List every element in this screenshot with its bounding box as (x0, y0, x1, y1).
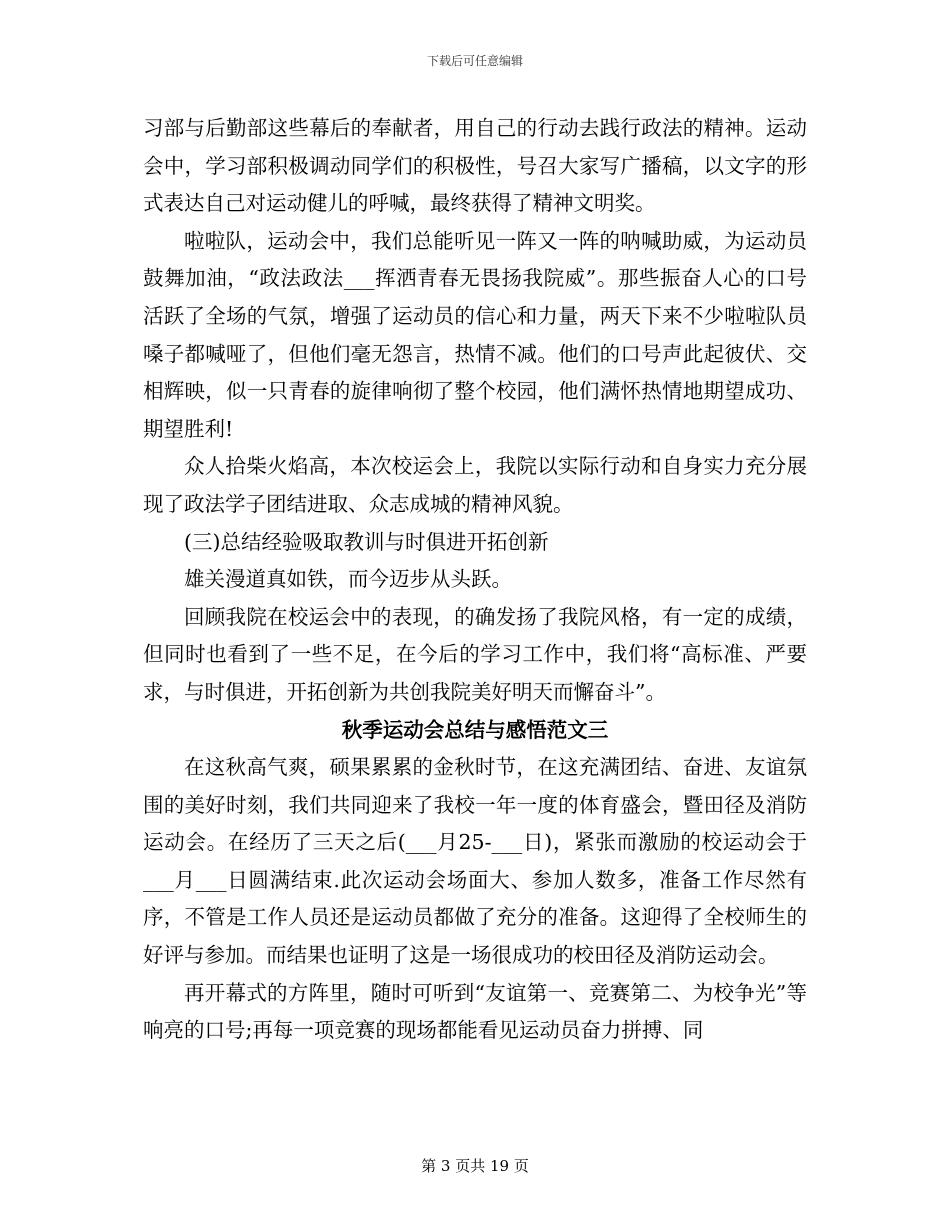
paragraph-intro: 在这秋高气爽，硕果累累的金秋时节，在这充满团结、奋进、友谊氛围的美好时刻，我们共同迎来了我校一年一度的体育盛会，暨田径及消防运动会。在经历了三天之后(___月25-___日)，紧张而激励的校运动会于___月___日圆满结束.此次运动会场面大、参加人数多，准备工作尽然有序，不管是工作人员还是运动员都做了充分的准备。这迎得了全校师生的好评与参加。而结果也证明了这是一场很成功的校田径及消防运动会。 (143, 755, 807, 968)
article-title: 秋季运动会总结与感悟范文三 (341, 717, 609, 742)
page-header: 下载后可任意编辑 (426, 54, 523, 68)
paragraph-review: 回顾我院在校运会中的表现，的确发扬了我院风格，有一定的成绩，但同时也看到了一些不足，在今后的学习工作中，我们将“高标准、严要求，与时俱进，开拓创新为共创我院美好明天而懈奋斗”。 (143, 604, 807, 704)
document-body (143, 110, 807, 1050)
paragraph-teamwork: 众人拾柴火焰高，本次校运会上，我院以实际行动和自身实力充分展现了政法学子团结进取、众志成城的精神风貌。 (143, 454, 807, 516)
section-heading: (三)总结经验吸取教训与时俱进开拓创新 (184, 529, 549, 554)
paragraph-continuation: 习部与后勤部这些幕后的奉献者，用自己的行动去践行政法的精神。运动会中，学习部积极调动同学们的积极性，号召大家写广播稿，以文字的形式表达自己对运动健儿的呼喊，最终获得了精神文明奖。 (143, 116, 807, 216)
page-footer: 第 3 页共 19 页 (421, 1157, 529, 1175)
paragraph-quote: 雄关漫道真如铁，而今迈步从头跃。 (184, 567, 512, 592)
paragraph-opening: 再开幕式的方阵里，随时可听到“友谊第一、竞赛第二、为校争光”等响亮的口号;再每一项竞赛的现场都能看见运动员奋力拼搏、同 (143, 980, 807, 1043)
paragraph-cheerleaders: 啦啦队，运动会中，我们总能听见一阵又一阵的呐喊助威，为运动员鼓舞加油，“政法政法___挥洒青春无畏扬我院威”。那些振奋人心的口号活跃了全场的气氛，增强了运动员的信心和力量，两天下来不少啦啦队员嗓子都喊哑了，但他们毫无怨言，热情不减。他们的口号声此起彼伏、交相辉映，似一只青春的旋律响彻了整个校园，他们满怀热情地期望成功、期望胜利! (143, 228, 807, 441)
